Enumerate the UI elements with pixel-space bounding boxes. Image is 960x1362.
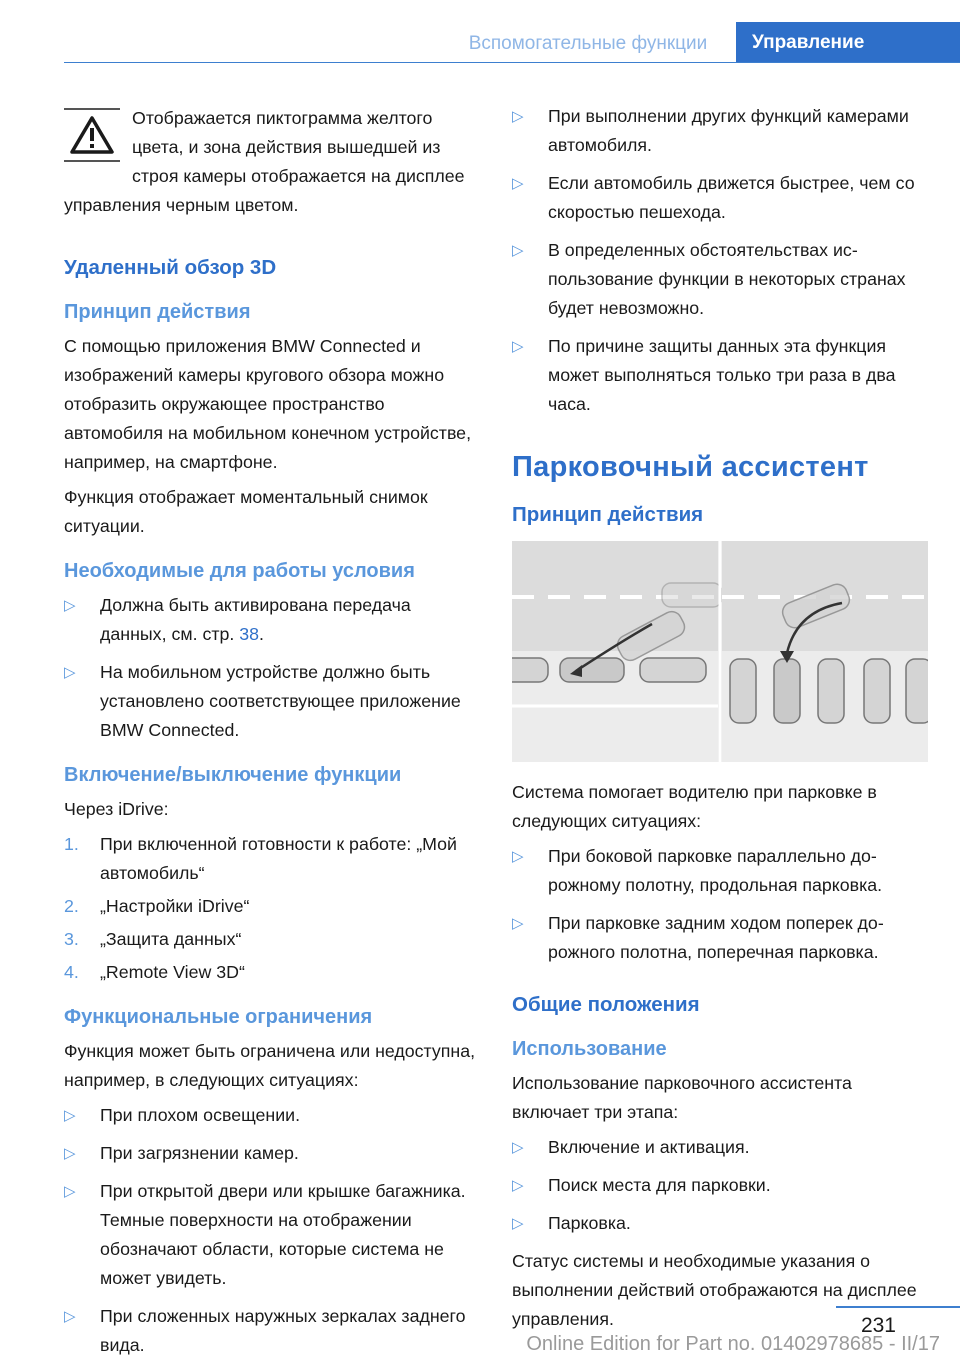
triangle-bullet-icon: ▷ [64, 1107, 76, 1124]
page-link[interactable]: 38 [239, 624, 260, 644]
paragraph-principle-1: С помощью приложения BMW Connected и изображений камеры кругового обзора можно отобразить окружающее пространство автомобиля на мобильном конечном устройстве, например, на смартфоне. [64, 336, 472, 472]
list-item: ▷ При сложенных наружных зеркалах заднего вида. [64, 1302, 476, 1360]
list-item: ▷ При боковой парковке параллельно дорожному полотну, продольная парковка. [512, 842, 930, 900]
list-item: ▷ При плохом освещении. [64, 1101, 476, 1130]
heading-conditions: Необходимые для работы условия [64, 560, 415, 582]
warning-triangle-icon [64, 108, 120, 162]
triangle-bullet-icon: ▷ [512, 1139, 524, 1156]
triangle-bullet-icon: ▷ [64, 597, 76, 614]
list-item: ▷ Если автомобиль движется быстрее, чем со скоростью пешехода. [512, 169, 930, 227]
list-item: ▷ При открытой двери или крышке багажника. Темные поверхности на отображении обозначают области, которые система не может увидеть. [64, 1177, 476, 1293]
triangle-bullet-icon: ▷ [64, 1308, 76, 1325]
list-item: 3. „Защита данных“ [64, 929, 242, 949]
steps-list [64, 830, 476, 987]
paragraph-system-helps: Система помогает водителю при парковке в следующих ситуациях: [512, 782, 877, 831]
parking-illustration [512, 541, 928, 762]
heading-principle-right: Принцип действия [512, 503, 704, 526]
triangle-bullet-icon: ▷ [64, 1145, 76, 1162]
triangle-bullet-icon: ▷ [512, 848, 524, 865]
list-item: 4. „Remote View 3D“ [64, 962, 245, 982]
parking-scenes-image [512, 541, 928, 762]
list-item: ▷ На мобильном устройстве должно быть установлено соответствующее приложение BMW Connected. [64, 658, 476, 745]
limitations-list-continued [512, 102, 930, 419]
conditions-list [64, 591, 476, 745]
heading-remote-view: Удаленный обзор 3D [64, 256, 277, 279]
limitations-list [64, 1101, 476, 1360]
heading-limitations: Функциональные ограничения [64, 1006, 373, 1028]
paragraph-limitations: Функция может быть ограничена или недоступна, например, в следующих ситуациях: [64, 1041, 476, 1090]
header-rule [64, 62, 960, 63]
paragraph-status: Статус системы и необходимые указания о выполнении действий отображаются на дисплее управления. [512, 1251, 917, 1329]
list-item: ▷ При выполнении других функций камерами автомобиля. [512, 102, 930, 160]
list-item: ▷ Включение и активация. [512, 1133, 930, 1162]
footer-edition: Online Edition for Part no. 01402978685 - II/17 [526, 1333, 940, 1355]
triangle-bullet-icon: ▷ [512, 242, 524, 259]
list-item: ▷ В определенных обстоятельствах использование функции в некоторых странах будет невозможно. [512, 236, 930, 323]
paragraph-via-idrive: Через iDrive: [64, 799, 169, 819]
warning-block [64, 92, 476, 220]
header-chapter-tab[interactable]: Управление [736, 22, 960, 63]
list-item: ▷ При загрязнении камер. [64, 1139, 476, 1168]
heading-parking-assistant: Парковочный ассистент [512, 451, 869, 483]
triangle-bullet-icon: ▷ [512, 338, 524, 355]
list-item: 1. При включенной готовности к работе: „Мой автомобиль“ [64, 834, 457, 883]
list-item: ▷ При парковке задним ходом поперек дорожного полотна, поперечная парковка. [512, 909, 930, 967]
triangle-bullet-icon: ▷ [512, 108, 524, 125]
list-item: ▷ Должна быть активирована передача данных, см. стр. 38. [64, 591, 476, 649]
list-item: 2. „Настройки iDrive“ [64, 896, 250, 916]
warning-text: Отображается пиктограмма желтого цвета, и зона действия вышедшей из строя камеры отображается на дисплее управления черным цветом. [64, 108, 465, 215]
triangle-bullet-icon: ▷ [512, 1177, 524, 1194]
heading-on-off: Включение/выключение функции [64, 764, 402, 786]
stages-list [512, 1133, 930, 1238]
list-item: ▷ Поиск места для парковки. [512, 1171, 930, 1200]
list-item: ▷ По причине защиты данных эта функция может выполняться только три раза в два часа. [512, 332, 930, 419]
page-number: 231 [860, 1314, 896, 1337]
heading-general: Общие положения [512, 993, 700, 1016]
header-section-title: Вспомогательные функции [468, 33, 708, 54]
paragraph-principle-2: Функция отображает моментальный снимок ситуации. [64, 487, 428, 536]
triangle-bullet-icon: ▷ [512, 1215, 524, 1232]
triangle-bullet-icon: ▷ [512, 175, 524, 192]
right-column [512, 92, 930, 1340]
triangle-bullet-icon: ▷ [512, 915, 524, 932]
heading-principle-left: Принцип действия [64, 301, 251, 323]
heading-use: Использование [512, 1038, 667, 1060]
left-column [64, 92, 476, 1362]
list-item: ▷ Парковка. [512, 1209, 930, 1238]
triangle-bullet-icon: ▷ [64, 1183, 76, 1200]
page-number-rule [836, 1306, 960, 1308]
triangle-bullet-icon: ▷ [64, 664, 76, 681]
paragraph-use: Использование парковочного ассистента включает три этапа: [512, 1073, 852, 1122]
situations-list [512, 842, 930, 967]
